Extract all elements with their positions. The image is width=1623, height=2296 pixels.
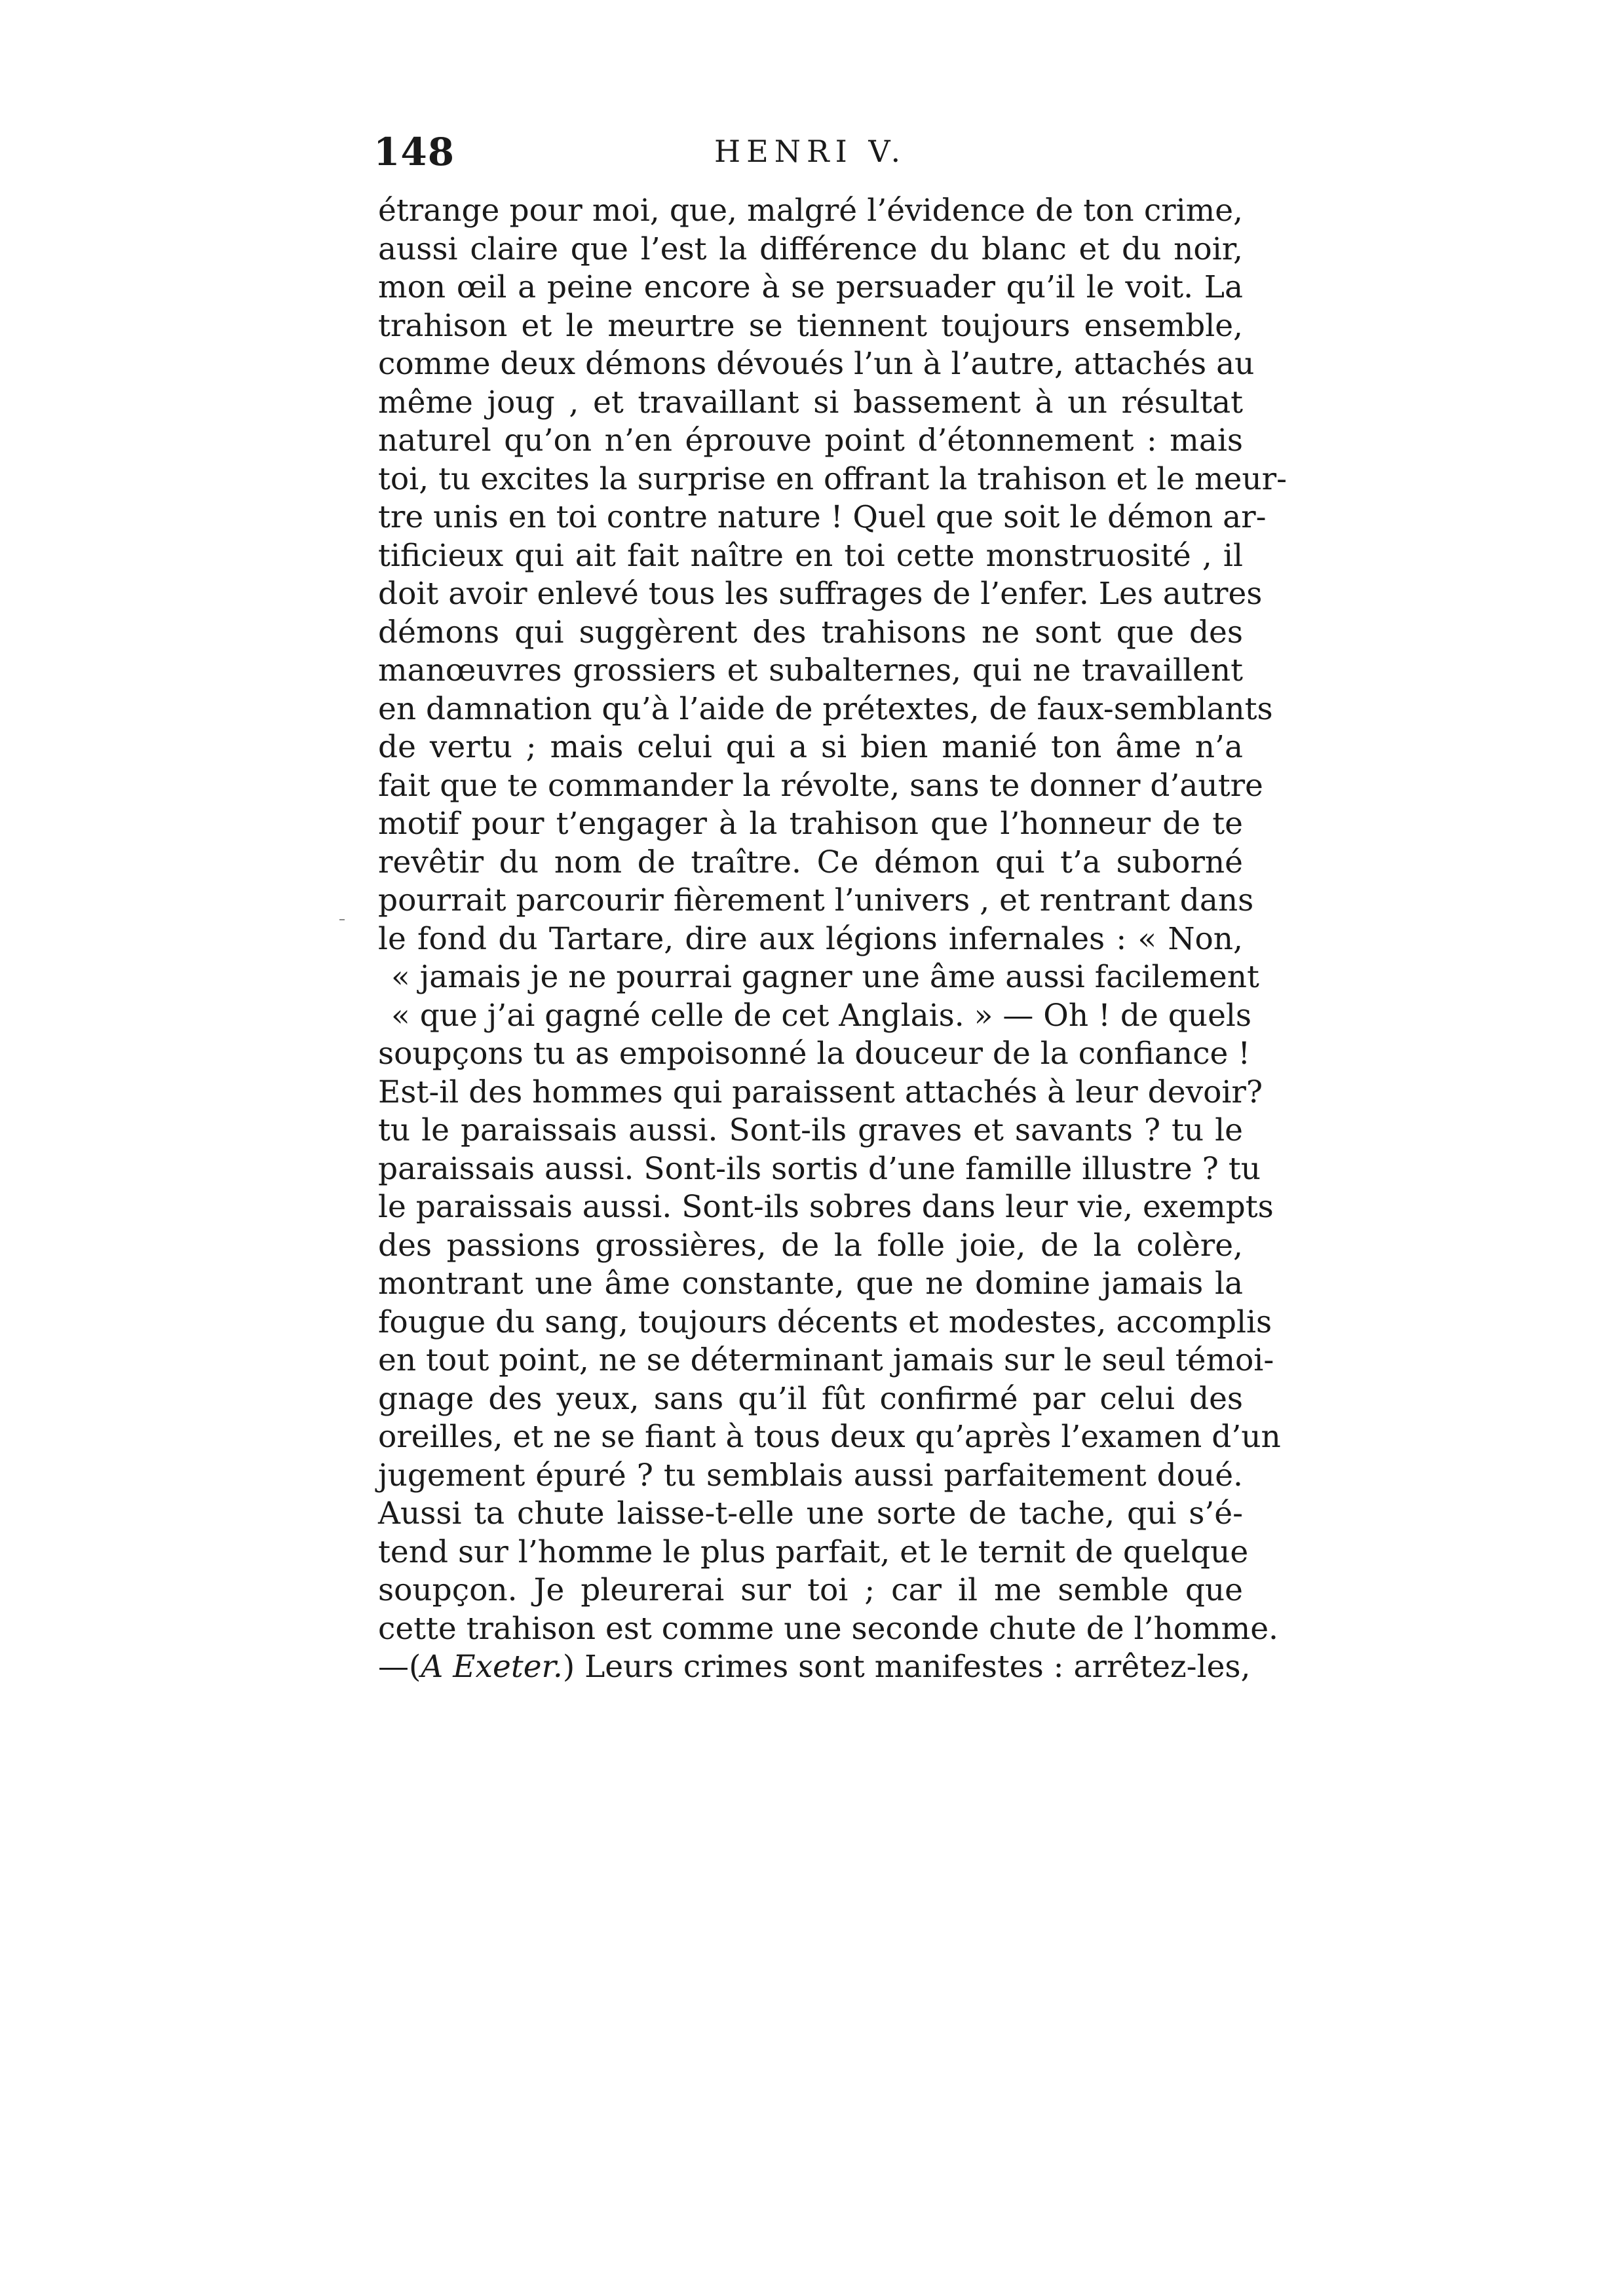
- dash-open: —(: [378, 1649, 421, 1685]
- text-line: manœuvres grossiers et subalternes, qui ne travaillent: [378, 652, 1243, 688]
- text-line: le fond du Tartare, dire aux légions infernales : « Non,: [378, 920, 1243, 957]
- text-line: naturel qu’on n’en éprouve point d’étonnement : mais: [378, 423, 1243, 459]
- text-line: toi, tu excites la surprise en offrant la trahison et le meur-: [378, 461, 1287, 497]
- text-line: soupçon. Je pleurerai sur toi ; car il me semble que: [378, 1572, 1243, 1608]
- text-line: revêtir du nom de traître. Ce démon qui t’a suborné: [378, 844, 1243, 880]
- text-line: montrant une âme constante, que ne domine jamais la: [378, 1266, 1243, 1302]
- text-line: fait que te commander la révolte, sans te donner d’autre: [378, 767, 1263, 804]
- page-number: 148: [373, 130, 455, 174]
- text-line: pourrait parcourir fièrement l’univers , et rentrant dans: [378, 882, 1254, 918]
- text-line: motif pour t’engager à la trahison que l’honneur de te: [378, 806, 1243, 842]
- text-line: comme deux démons dévoués l’un à l’autre, attachés au: [378, 346, 1255, 382]
- text-line: tend sur l’homme le plus parfait, et le ternit de quelque: [378, 1534, 1249, 1570]
- text-line: Est-il des hommes qui paraissent attachés à leur devoir?: [378, 1074, 1263, 1110]
- text-line: mon œil a peine encore à se persuader qu’il le voit. La: [378, 269, 1243, 305]
- stage-direction: A Exeter.: [421, 1649, 563, 1685]
- text-line: fougue du sang, toujours décents et modestes, accomplis: [378, 1304, 1272, 1340]
- text-line: oreilles, et ne se fiant à tous deux qu’après l’examen d’un: [378, 1419, 1281, 1455]
- text-line: de vertu ; mais celui qui a si bien manié ton âme n’a: [378, 729, 1243, 765]
- text-line: tificieux qui ait fait naître en toi cette monstruosité , il: [378, 537, 1243, 574]
- text-line: jugement épuré ? tu semblais aussi parfaitement doué.: [378, 1457, 1243, 1494]
- text-line: tre unis en toi contre nature ! Quel que soit le démon ar-: [378, 499, 1267, 535]
- final-line: [378, 1648, 1251, 1687]
- text-line: aussi claire que l’est la différence du blanc et du noir,: [378, 231, 1243, 267]
- body-text: [378, 192, 1287, 1687]
- text-line: même joug , et travaillant si bassement à un résultat: [378, 384, 1243, 421]
- quoted-line: « que j’ai gagné celle de cet Anglais. » — Oh ! de quels: [391, 997, 1252, 1034]
- text-line: doit avoir enlevé tous les suffrages de l’enfer. Les autres: [378, 576, 1263, 612]
- text-line: cette trahison est comme une seconde chute de l’homme.: [378, 1610, 1278, 1647]
- final-line-text: ) Leurs crimes sont manifestes : arrêtez-les,: [562, 1649, 1251, 1685]
- text-line: soupçons tu as empoisonné la douceur de la confiance !: [378, 1036, 1251, 1072]
- text-line: trahison et le meurtre se tiennent toujours ensemble,: [378, 307, 1243, 344]
- quoted-line: « jamais je ne pourrai gagner une âme aussi facilement: [391, 959, 1259, 995]
- text-line: Aussi ta chute laisse-t-elle une sorte de tache, qui s’é-: [378, 1496, 1243, 1532]
- text-line: gnage des yeux, sans qu’il fût confirmé par celui des: [378, 1380, 1243, 1417]
- text-line: en damnation qu’à l’aide de prétextes, de faux-semblants: [378, 690, 1273, 727]
- text-line: étrange pour moi, que, malgré l’évidence de ton crime,: [378, 193, 1243, 229]
- text-line: tu le paraissais aussi. Sont-ils graves et savants ? tu le: [378, 1112, 1243, 1148]
- margin-mark: [339, 919, 345, 920]
- text-line: des passions grossières, de la folle joie, de la colère,: [378, 1227, 1243, 1264]
- text-line: paraissais aussi. Sont-ils sortis d’une famille illustre ? tu: [378, 1150, 1261, 1187]
- page-header: [373, 130, 1238, 182]
- running-title: HENRI V.: [714, 134, 907, 169]
- text-line: le paraissais aussi. Sont-ils sobres dans leur vie, exempts: [378, 1189, 1274, 1225]
- text-line: en tout point, ne se déterminant jamais sur le seul témoi-: [378, 1342, 1274, 1378]
- text-line: démons qui suggèrent des trahisons ne sont que des: [378, 614, 1243, 650]
